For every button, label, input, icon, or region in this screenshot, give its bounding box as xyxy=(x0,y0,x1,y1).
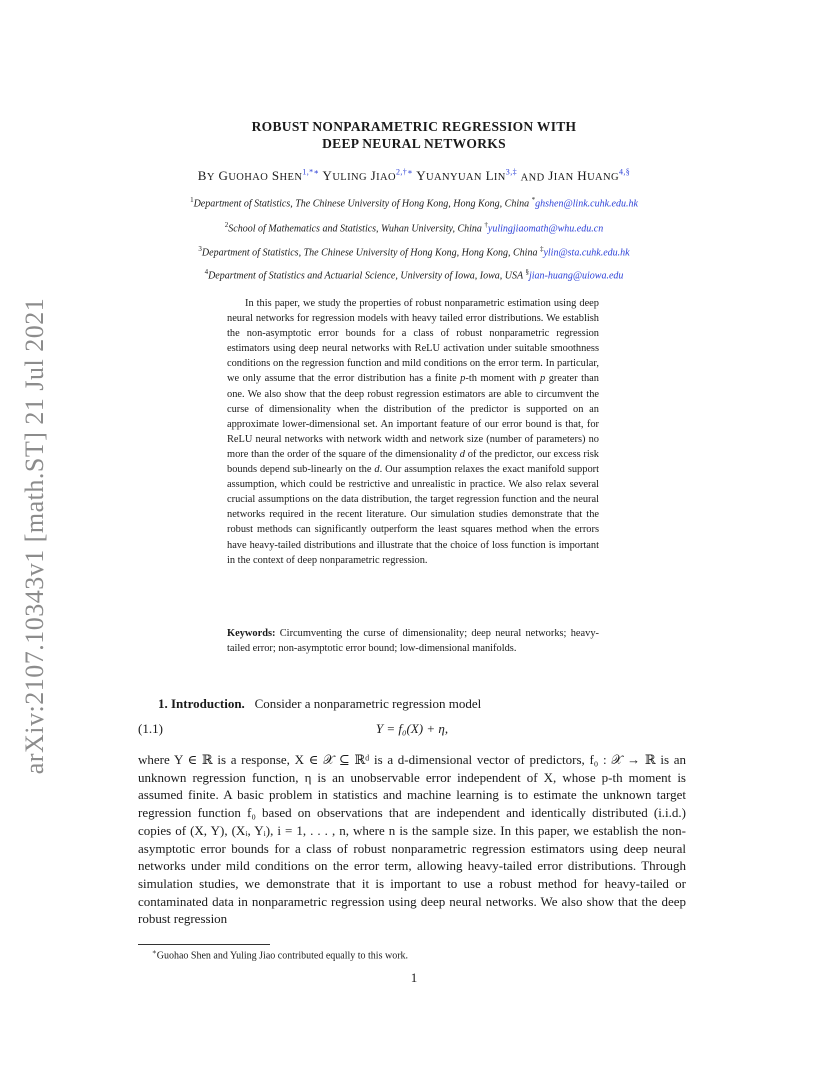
keywords-label: Keywords: xyxy=(227,628,276,639)
footnote-mark: ∗ xyxy=(152,948,157,956)
footnote-rule xyxy=(138,944,270,945)
affiliation-2: $^2$School of Mathematics and Statistics, Wuhan University, China †yulingjiaomath@whu.edu.cn xyxy=(224,221,604,235)
email-link[interactable]: ghshen@link.cuhk.edu.hk xyxy=(535,198,638,210)
author-shen-marks[interactable]: 1,*∗ xyxy=(302,168,320,177)
affiliation-1: $^1$Department of Statistics, The Chinese University of Hong Kong, Hong Kong, China *ghshen@link.cuhk.edu.hk xyxy=(190,196,638,210)
section-lead: Consider a nonparametric regression model xyxy=(254,696,482,711)
intro-paragraph xyxy=(138,751,686,928)
page-number: 1 xyxy=(410,970,418,985)
footnote-text: Guohao Shen and Yuling Jiao contributed equally to this work. xyxy=(156,950,409,962)
affiliation-4: $^4$Department of Statistics and Actuarial Science, University of Iowa, Iowa, USA §jian-huang@uiowa.edu xyxy=(204,268,624,282)
and-label: AND xyxy=(520,172,545,184)
author-shen: GUOHAO $SHEN^{1,*∗}$ xyxy=(218,168,320,184)
author-lin-marks[interactable]: 3,‡ xyxy=(505,168,517,177)
author-huang-marks[interactable]: 4,§ xyxy=(619,168,631,177)
section-title: 1. Introduction. xyxy=(158,696,245,711)
paper-title xyxy=(0,118,828,152)
abstract-text: In this paper, we study the properties of robust nonparametric estimation using deep neural networks for regression models with heavy tailed error distributions. We establish the non-asymptotic error bounds for a class of robust nonparametric regression estimators using deep neural networks with ReLU activation under suitable smoothness conditions on the regression function and mild conditions on the error term. In particular, we only assume that the error distribution has a finite p-th moment with p greater than one. We also show that the deep robust regression estimators are able to circumvent the curse of dimensionality when the distribution of the predictor is supported on an approximate lower-dimensional set. An important feature of our error bound is that, for ReLU neural networks with network width and network size (number of parameters) no more than the order of the square of the dimensionality d of the predictor, our excess risk bounds depend sub-linearly on the d. Our assumption relaxes the exact manifold support assumption, which could be restrictive and unrealistic in practice. We also relax several crucial assumptions on the data distribution, the target regression function and the neural networks required in the recent literature. Our simulation studies demonstrate that the robust methods can significantly outperform the least squares method when the errors have heavy-tailed distributions and illustrate that the choice of loss function is important in the context of deep nonparametric regression. xyxy=(227,298,599,566)
email-link[interactable]: jian-huang@uiowa.edu xyxy=(528,270,624,282)
arxiv-identifier[interactable]: arXiv:2107.10343v1 [math.ST] 21 Jul 2021 xyxy=(20,297,49,775)
keywords-text: Circumventing the curse of dimensionality; deep neural networks; heavy-tailed error; non-asymptotic error bound; low-dimensional manifolds. xyxy=(227,628,599,655)
author-jiao: YULING $JIAO^{2,\dagger∗}$ xyxy=(322,168,414,184)
keywords xyxy=(227,626,599,656)
title-line-2: DEEP NEURAL NETWORKS xyxy=(322,136,506,151)
email-link[interactable]: yulingjiaomath@whu.edu.cn xyxy=(487,223,604,235)
title-line-1: ROBUST NONPARAMETRIC REGRESSION WITH xyxy=(251,119,577,134)
section-heading xyxy=(158,696,481,712)
abstract xyxy=(227,296,599,568)
footnote xyxy=(152,948,408,961)
intro-body-text: where Y ∈ ℝ is a response, X ∈ 𝒳 ⊆ ℝᵈ is a d-dimensional vector of predictors, f₀ : 𝒳 → ℝ is an unknown regression function, η is an unobservable error independent of X, whose p-th moment is assumed finite. A basic problem in statistics and machine learning is to estimate the unknown target regression function f₀ based on observations that are independent and identically distributed (i.i.d.) copies of (X, Y), (Xᵢ, Yᵢ), i = 1, . . . , n, where n is the sample size. In this paper, we establish the non-asymptotic error bounds for a class of robust nonparametric regression estimators using deep neural networks under mild conditions on the error term, allowing heavy-tailed error distributions. Through simulation studies, we demonstrate that it is important to use a robust method for heavy-tailed or contaminated data in nonparametric regression using deep neural networks. We also show that the deep robust regression xyxy=(138,752,686,927)
author-list xyxy=(0,168,828,184)
equation-number: (1.1) xyxy=(138,721,163,736)
affiliation-3: $^3$Department of Statistics, The Chinese University of Hong Kong, Hong Kong, China ‡ylin@sta.cuhk.edu.hk xyxy=(198,245,630,259)
by-label: BY xyxy=(197,168,215,184)
author-lin: YUANYUAN $LIN^{3,\ddagger}$ xyxy=(416,168,517,184)
equation-body: Y = f₀(X) + η, xyxy=(375,721,449,736)
author-jiao-marks[interactable]: 2,†∗ xyxy=(396,168,414,177)
author-huang: JIAN $HUANG^{4,\S}$ xyxy=(548,168,631,184)
email-link[interactable]: ylin@sta.cuhk.edu.hk xyxy=(543,247,630,259)
